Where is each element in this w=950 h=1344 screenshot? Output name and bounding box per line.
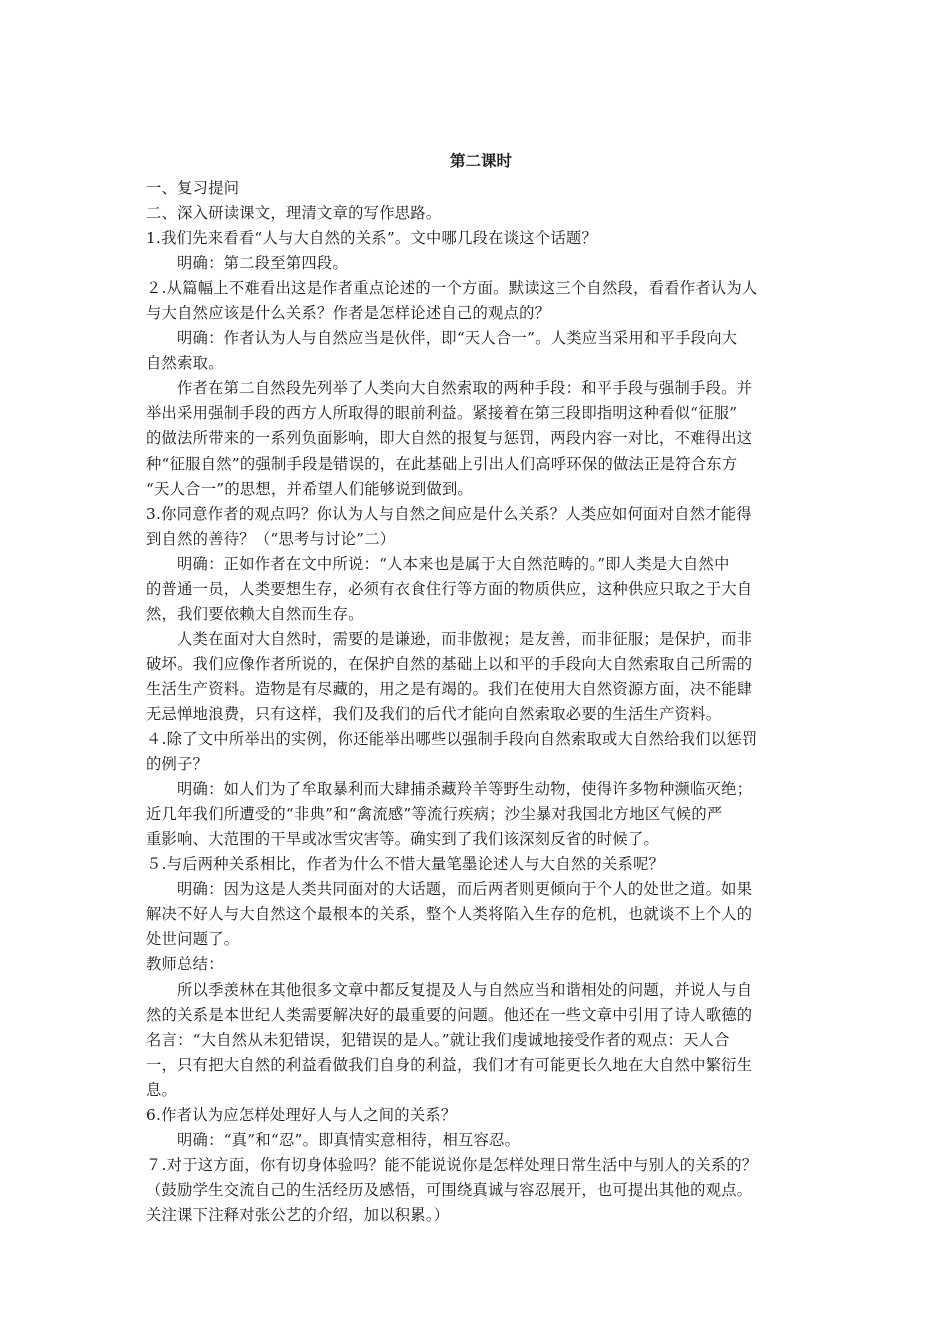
text-line: 与大自然应该是什么关系？作者是怎样论述自己的观点的？	[146, 304, 551, 323]
text-line: 3.你同意作者的观点吗？你认为人与自然之间应是什么关系？人类应如何面对自然才能得	[146, 504, 752, 523]
document-title: 第二课时	[449, 151, 512, 170]
text-line: 息。	[146, 1080, 178, 1099]
text-line: 名言：“大自然从未犯错误，犯错误的是人。”就让我们虔诚地接受作者的观点：天人合	[146, 1030, 730, 1049]
text-line: 教师总结：	[146, 955, 224, 974]
text-line: 处世问题了。	[146, 930, 240, 949]
text-line: （鼓励学生交流自己的生活经历及感悟，可围绕真诚与容忍展开，也可提出其他的观点。	[146, 1180, 753, 1199]
text-line: 到自然的善待？（“思考与讨论”二）	[146, 529, 396, 548]
text-line: 举出采用强制手段的西方人所取得的眼前利益。紧接着在第三段即指明这种看似“征服”	[146, 404, 738, 423]
text-line: 二、深入研读课文，理清文章的写作思路。	[146, 204, 442, 223]
text-line: ７.对于这方面，你有切身体验吗？能不能说说你是怎样处理日常生活中与别人的关系的？	[146, 1155, 758, 1174]
text-line: 无忌惮地浪费，只有这样，我们及我们的后代才能向自然索取必要的生活生产资料。	[146, 704, 722, 723]
text-line: 人类在面对大自然时，需要的是谦逊，而非傲视；是友善，而非征服；是保护，而非	[177, 629, 753, 648]
text-line: 然的关系是本世纪人类需要解决好的最重要的问题。他还在一些文章中引用了诗人歌德的	[146, 1005, 753, 1024]
text-line: 种“征服自然”的强制手段是错误的，在此基础上引出人们高呼环保的做法正是符合东方	[146, 454, 738, 473]
text-line: 然，我们要依赖大自然而生存。	[146, 604, 364, 623]
text-line: ２.从篇幅上不难看出这是作者重点论述的一个方面。默读这三个自然段，看看作者认为人	[146, 279, 758, 298]
text-line: 的普通一员，人类要想生存，必须有衣食住行等方面的物质供应，这种供应只取之于大自	[146, 579, 753, 598]
document-page	[146, 148, 816, 1228]
text-line: ５.与后两种关系相比，作者为什么不惜大量笔墨论述人与大自然的关系呢？	[146, 855, 665, 874]
text-line: 一、复习提问	[146, 179, 240, 197]
text-line: “天人合一”的思想，并希望人们能够说到做到。	[146, 479, 474, 498]
text-line: 解决不好人与大自然这个最根本的关系，整个人类将陷入生存的危机，也就谈不上个人的	[146, 905, 753, 924]
text-line: 关注课下注释对张公艺的介绍，加以积累。）	[146, 1205, 450, 1224]
text-line: 重影响、大范围的干旱或冰雪灾害等。确实到了我们该深刻反省的时候了。	[146, 830, 660, 849]
text-line: 6.作者认为应怎样处理好人与人之间的关系？	[146, 1105, 457, 1124]
text-line: 所以季羡林在其他很多文章中都反复提及人与自然应当和谐相处的问题，并说人与自	[177, 980, 753, 999]
text-line: 作者在第二自然段先列举了人类向大自然索取的两种手段：和平手段与强制手段。并	[177, 379, 753, 398]
text-line: 破坏。我们应像作者所说的，在保护自然的基础上以和平的手段向大自然索取自己所需的	[146, 654, 753, 673]
text-line: 1.我们先来看看“人与大自然的关系”。文中哪几段在谈这个话题？	[146, 229, 598, 248]
text-line: 近几年我们所遭受的“非典”和“禽流感”等流行疾病；沙尘暴对我国北方地区气候的严	[146, 805, 723, 824]
text-line: 的例子？	[146, 755, 209, 774]
text-line: ４.除了文中所举出的实例，你还能举出哪些以强制手段向自然索取或大自然给我们以惩罚	[146, 730, 758, 749]
text-line: 明确：正如作者在文中所说：“人本来也是属于大自然范畴的。”即人类是大自然中	[177, 554, 730, 573]
text-line: 明确：因为这是人类共同面对的大话题，而后两者则更倾向于个人的处世之道。如果	[177, 880, 753, 899]
text-line: 生活生产资料。造物是有尽藏的，用之是有竭的。我们在使用大自然资源方面，决不能肆	[146, 679, 753, 698]
text-line: 的做法所带来的一系列负面影响，即大自然的报复与惩罚，两段内容一对比，不难得出这	[146, 429, 753, 448]
text-line: 自然索取。	[146, 354, 224, 373]
text-line: 明确：第二段至第四段。	[177, 254, 349, 273]
text-line: 明确：如人们为了牟取暴利而大肆捕杀藏羚羊等野生动物，使得许多物种濒临灭绝；	[177, 780, 753, 799]
document-body	[146, 176, 816, 1228]
text-line: 明确：“真”和“忍”。即真情实意相待，相互容忍。	[177, 1130, 521, 1149]
text-line: 一，只有把大自然的利益看做我们自身的利益，我们才有可能更长久地在大自然中繁衍生	[146, 1055, 753, 1074]
text-line: 明确：作者认为人与自然应当是伙伴，即“天人合一”。人类应当采用和平手段向大	[177, 329, 738, 348]
